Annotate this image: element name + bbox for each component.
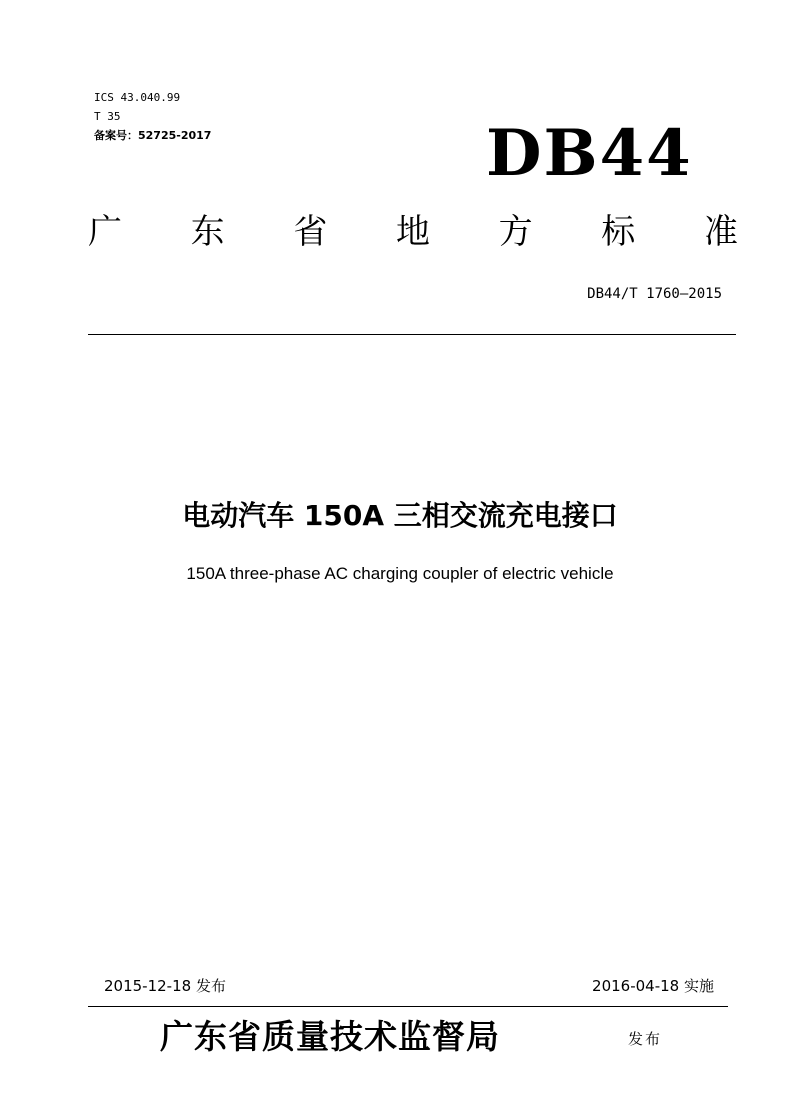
ccs-classification: T 35	[94, 110, 121, 123]
document-title-english: 150A three-phase AC charging coupler of electric vehicle	[186, 564, 614, 583]
top-divider	[88, 334, 736, 335]
standard-type-char: 准	[703, 212, 738, 252]
ics-code: ICS 43.040.99	[94, 91, 181, 104]
issuing-authority: 广东省质量技术监督局	[160, 1017, 500, 1056]
standard-number: DB44/T 1760—2015	[587, 286, 722, 302]
document-title-chinese: 电动汽车 150A 三相交流充电接口	[182, 499, 618, 532]
issuer-release-label: 发布	[628, 1030, 663, 1048]
filing-number: 备案号：52725-2017	[94, 129, 212, 142]
standard-type-char: 东	[190, 212, 225, 252]
publish-date: 2015-12-18 发布	[104, 977, 226, 995]
implement-date: 2016-04-18 实施	[592, 977, 714, 995]
standard-type-title	[88, 208, 738, 256]
standard-type-char: 省	[293, 212, 328, 252]
bottom-divider	[88, 1006, 728, 1007]
classification-block	[94, 88, 211, 145]
standard-type-char: 广	[88, 212, 122, 252]
standard-type-char: 标	[601, 212, 636, 252]
standard-type-char: 地	[395, 212, 430, 252]
standard-code-logo: DB44	[486, 116, 693, 191]
standard-type-char: 方	[498, 212, 533, 252]
